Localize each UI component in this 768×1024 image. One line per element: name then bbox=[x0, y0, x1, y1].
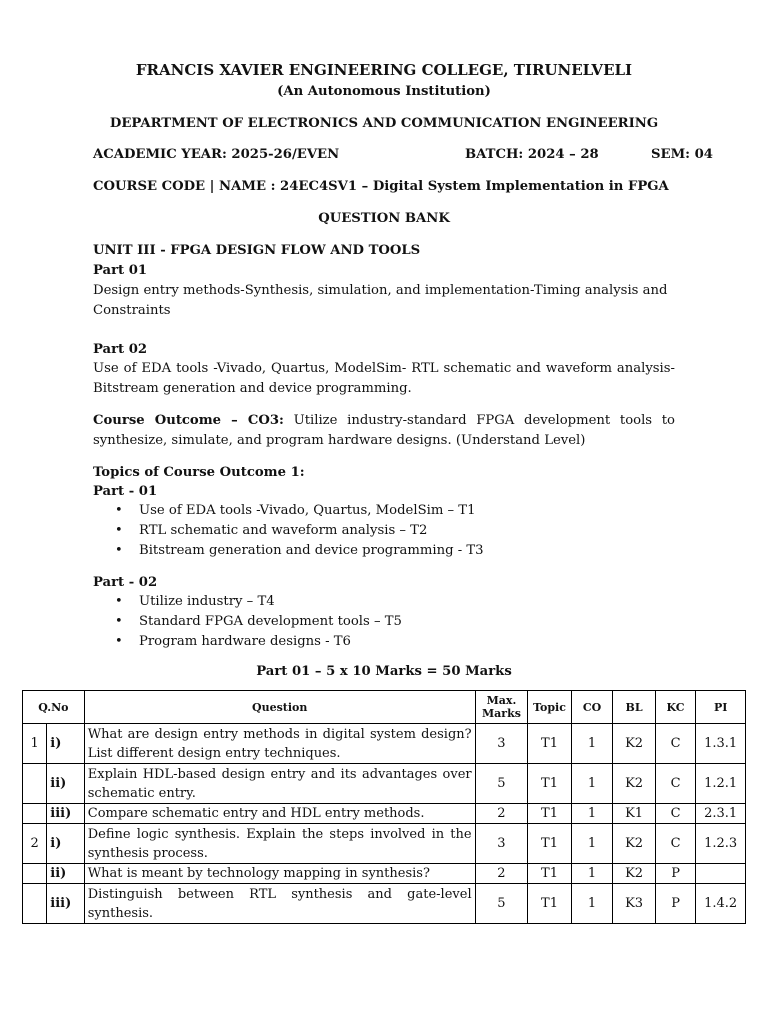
course-outcome-cell: 1 bbox=[571, 804, 613, 824]
max-marks: 2 bbox=[475, 804, 528, 824]
question-table bbox=[22, 690, 746, 924]
max-marks: 2 bbox=[475, 864, 528, 884]
course-outcome-cell: 1 bbox=[571, 884, 613, 924]
max-marks: 5 bbox=[475, 764, 528, 804]
header-max-marks bbox=[475, 691, 528, 724]
list-item: • Standard FPGA development tools – T5 bbox=[93, 612, 653, 632]
performance-indicator: 2.3.1 bbox=[696, 804, 746, 824]
part2-label: Part 02 bbox=[93, 342, 148, 357]
question-number bbox=[23, 884, 47, 924]
part1-label: Part 01 bbox=[93, 263, 148, 278]
course-outcome-cell: 1 bbox=[571, 824, 613, 864]
question-number bbox=[23, 864, 47, 884]
table-row bbox=[23, 724, 746, 764]
knowledge-category: C bbox=[655, 824, 696, 864]
course-outcome bbox=[93, 411, 675, 451]
sub-question-number: i) bbox=[47, 824, 84, 864]
topic: T1 bbox=[528, 764, 572, 804]
topics-heading: Topics of Course Outcome 1: bbox=[93, 465, 305, 480]
max-marks: 3 bbox=[475, 824, 528, 864]
question-text: What is meant by technology mapping in synthesis? bbox=[84, 864, 475, 884]
list-item: • Use of EDA tools -Vivado, Quartus, ModelSim – T1 bbox=[93, 501, 653, 521]
list-item: • Utilize industry – T4 bbox=[93, 592, 653, 612]
course-outcome-text: Utilize industry-standard FPGA development tools to synthesize, simulate, and program hardware designs. (Understand Level) bbox=[93, 413, 676, 448]
blooms-level: K2 bbox=[613, 724, 656, 764]
header-kc: KC bbox=[655, 691, 696, 724]
autonomous-subtitle: (An Autonomous Institution) bbox=[277, 84, 491, 99]
part2-syllabus: Use of EDA tools -Vivado, Quartus, ModelSim- RTL schematic and waveform analysis-Bitstream generation and device programming. bbox=[93, 361, 675, 396]
table-row bbox=[23, 864, 746, 884]
topic: T1 bbox=[528, 864, 572, 884]
topics-part2-list bbox=[93, 592, 653, 652]
max-marks: 5 bbox=[475, 884, 528, 924]
topic: T1 bbox=[528, 824, 572, 864]
batch: BATCH: 2024 – 28 bbox=[465, 147, 599, 162]
header-max-marks-line1: Max. bbox=[486, 694, 517, 707]
blooms-level: K3 bbox=[613, 884, 656, 924]
topic: T1 bbox=[528, 724, 572, 764]
blooms-level: K2 bbox=[613, 824, 656, 864]
topics-part1-label: Part - 01 bbox=[93, 484, 158, 499]
question-text: Define logic synthesis. Explain the steps involved in the synthesis process. bbox=[84, 824, 475, 864]
table-header-row bbox=[23, 691, 746, 724]
question-number bbox=[23, 764, 47, 804]
topics-part1-list bbox=[93, 501, 653, 561]
college-name: FRANCIS XAVIER ENGINEERING COLLEGE, TIRUNELVELI bbox=[135, 61, 633, 79]
question-text: What are design entry methods in digital system design? List different design entry techniques. bbox=[84, 724, 475, 764]
document-title: QUESTION BANK bbox=[318, 211, 450, 226]
header-max-marks-line2: Marks bbox=[481, 707, 521, 720]
knowledge-category: P bbox=[655, 864, 696, 884]
header-qno: Q.No bbox=[23, 691, 85, 724]
sub-question-number: i) bbox=[47, 724, 84, 764]
table-row bbox=[23, 884, 746, 924]
header-co: CO bbox=[571, 691, 613, 724]
performance-indicator bbox=[696, 864, 746, 884]
department-name: DEPARTMENT OF ELECTRONICS AND COMMUNICATION ENGINEERING bbox=[109, 116, 659, 131]
table-row bbox=[23, 824, 746, 864]
sub-question-number: iii) bbox=[47, 884, 84, 924]
blooms-level: K1 bbox=[613, 804, 656, 824]
question-number: 1 bbox=[23, 724, 47, 764]
course-code-name: COURSE CODE | NAME : 24EC4SV1 – Digital System Implementation in FPGA bbox=[93, 179, 669, 194]
knowledge-category: C bbox=[655, 764, 696, 804]
question-number: 2 bbox=[23, 824, 47, 864]
course-outcome-cell: 1 bbox=[571, 724, 613, 764]
performance-indicator: 1.2.1 bbox=[696, 764, 746, 804]
table-caption: Part 01 – 5 x 10 Marks = 50 Marks bbox=[256, 664, 512, 679]
question-text: Distinguish between RTL synthesis and gate-level synthesis. bbox=[84, 884, 475, 924]
blooms-level: K2 bbox=[613, 764, 656, 804]
blooms-level: K2 bbox=[613, 864, 656, 884]
course-outcome-cell: 1 bbox=[571, 864, 613, 884]
max-marks: 3 bbox=[475, 724, 528, 764]
header-question: Question bbox=[84, 691, 475, 724]
header-topic: Topic bbox=[528, 691, 572, 724]
table-row bbox=[23, 804, 746, 824]
topic: T1 bbox=[528, 804, 572, 824]
sub-question-number: ii) bbox=[47, 764, 84, 804]
performance-indicator: 1.3.1 bbox=[696, 724, 746, 764]
list-item: • Bitstream generation and device programming - T3 bbox=[93, 541, 653, 561]
knowledge-category: P bbox=[655, 884, 696, 924]
performance-indicator: 1.4.2 bbox=[696, 884, 746, 924]
knowledge-category: C bbox=[655, 804, 696, 824]
question-number bbox=[23, 804, 47, 824]
part1-syllabus: Design entry methods-Synthesis, simulation, and implementation-Timing analysis and Constraints bbox=[93, 283, 668, 318]
unit-title: UNIT III - FPGA DESIGN FLOW AND TOOLS bbox=[93, 243, 421, 258]
course-outcome-label: Course Outcome – CO3: bbox=[93, 413, 284, 428]
sub-question-number: ii) bbox=[47, 864, 84, 884]
semester: SEM: 04 bbox=[651, 147, 713, 162]
course-outcome-cell: 1 bbox=[571, 764, 613, 804]
knowledge-category: C bbox=[655, 724, 696, 764]
academic-year: ACADEMIC YEAR: 2025-26/EVEN bbox=[93, 147, 340, 162]
sub-question-number: iii) bbox=[47, 804, 84, 824]
question-text: Explain HDL-based design entry and its advantages over schematic entry. bbox=[84, 764, 475, 804]
topic: T1 bbox=[528, 884, 572, 924]
header-bl: BL bbox=[613, 691, 656, 724]
performance-indicator: 1.2.3 bbox=[696, 824, 746, 864]
list-item: • Program hardware designs - T6 bbox=[93, 632, 653, 652]
header-pi: PI bbox=[696, 691, 746, 724]
table-row bbox=[23, 764, 746, 804]
question-text: Compare schematic entry and HDL entry methods. bbox=[84, 804, 475, 824]
list-item: • RTL schematic and waveform analysis – T2 bbox=[93, 521, 653, 541]
topics-part2-label: Part - 02 bbox=[93, 575, 158, 590]
